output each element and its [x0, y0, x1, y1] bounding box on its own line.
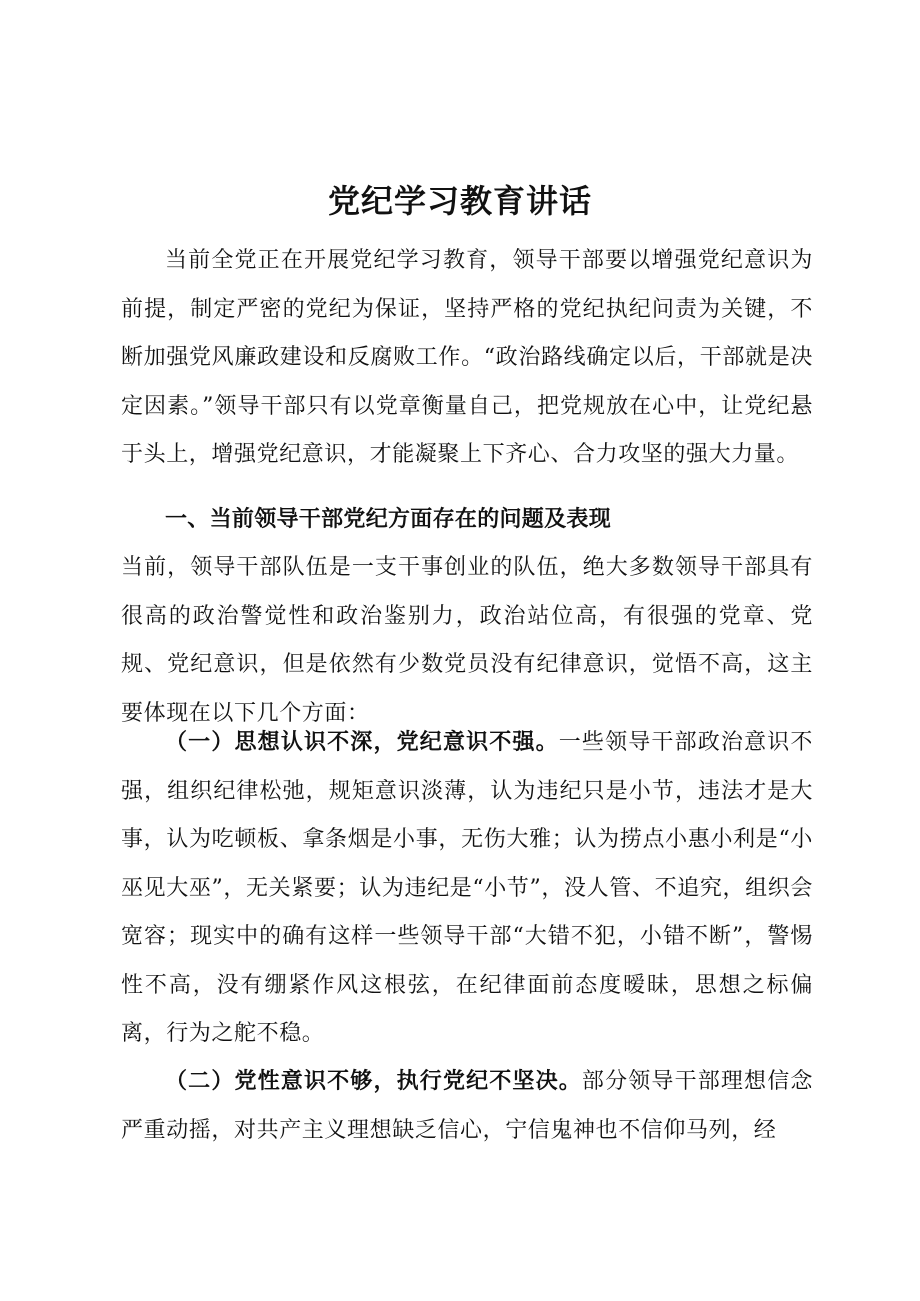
point-2-paragraph [121, 1058, 813, 1155]
point-1-text: 一些领导干部政治意识不强，组织纪律松弛，规矩意识淡薄，认为违纪只是小节，违法才是大事，认为吃顿板、拿条烟是小事，无伤大雅；认为捞点小惠小利是“小巫见大巫”，无关紧要；认为违纪是“小节”，没人管、不追究，组织会宽容；现实中的确有这样一些领导干部“大错不犯，小错不断”，警惕性不高，没有绷紧作风这根弦，在纪律面前态度暧昧，思想之标偏离，行为之舵不稳。 [121, 730, 813, 1046]
document-title: 党纪学习教育讲话 [327, 182, 592, 220]
section-1-body: 当前，领导干部队伍是一支干事创业的队伍，绝大多数领导干部具有很高的政治警觉性和政治鉴别力，政治站位高，有很强的党章、党规、党纪意识，但是依然有少数党员没有纪律意识，觉悟不高，这主要体现在以下几个方面： [121, 555, 813, 726]
point-1-lead: （一）思想认识不深，党纪意识不强。 [165, 730, 559, 755]
point-2-lead: （二）党性意识不够，执行党纪不坚决。 [165, 1069, 582, 1094]
section-1-heading: 一、当前领导干部党纪方面存在的问题及表现 [165, 507, 612, 532]
intro-paragraph: 当前全党正在开展党纪学习教育，领导干部要以增强党纪意识为前提，制定严密的党纪为保证，坚持严格的党纪执纪问责为关键，不断加强党风廉政建设和反腐败工作。“政治路线确定以后，干部就是决定因素。”领导干部只有以党章衡量自己，把党规放在心中，让党纪悬于头上，增强党纪意识，才能凝聚上下齐心、合力攻坚的强大力量。 [121, 248, 813, 467]
point-2-text: 部分领导干部理想信念严重动摇，对共产主义理想缺乏信心，宁信鬼神也不信仰马列，经 [121, 1069, 813, 1143]
point-1-paragraph [121, 719, 813, 1059]
